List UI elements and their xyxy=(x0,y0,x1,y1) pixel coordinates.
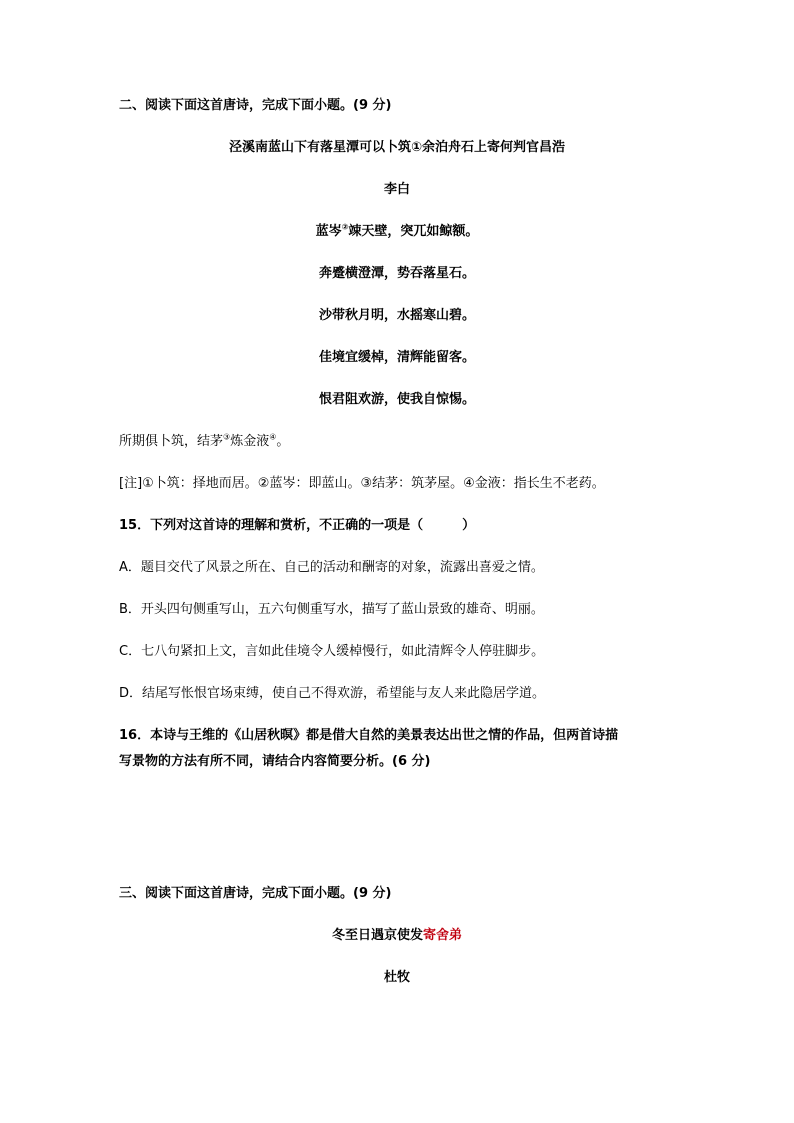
poem-2-title xyxy=(0,926,794,946)
poem-line-text: 。 xyxy=(276,434,290,449)
poem-line-5: 恨君阻欢游，使我自惊惕。 xyxy=(318,392,475,407)
poem-title: 泾溪南蓝山下有落星潭可以卜筑①余泊舟石上寄何判官昌浩 xyxy=(228,140,565,155)
question-16-line-2: 写景物的方法有所不同，请结合内容简要分析。(6 分) xyxy=(119,754,431,769)
poem-line-2: 奔蹙横澄潭，势吞落星石。 xyxy=(318,266,475,281)
poem-line-3: 沙带秋月明，水摇寒山碧。 xyxy=(318,308,475,323)
poem-2-title-main: 冬至日遇京使发 xyxy=(331,928,423,943)
poem-line-text: 竦天壁，突兀如鲸额。 xyxy=(348,224,479,239)
poem-author: 李白 xyxy=(383,182,410,197)
option-b: B．开头四句侧重写山，五六句侧重写水，描写了蓝山景致的雄奇、明丽。 xyxy=(119,602,544,617)
section-3-heading: 三、阅读下面这首唐诗，完成下面小题。(9 分) xyxy=(119,886,392,901)
poem-2-author: 杜牧 xyxy=(383,970,410,985)
poem-line-text: 蓝岑 xyxy=(315,224,342,239)
poem-line-1 xyxy=(0,222,794,242)
section-2-heading: 二、阅读下面这首唐诗，完成下面小题。(9 分) xyxy=(119,98,392,113)
poem-line-text: 所期俱卜筑，结茅 xyxy=(119,434,224,449)
question-16-line-1: 16．本诗与王维的《山居秋暝》都是借大自然的美景表达出世之情的作品，但两首诗描 xyxy=(119,728,619,743)
poem-last-line xyxy=(119,432,289,452)
footnote-marker: ③ xyxy=(223,432,231,442)
option-c: C．七八句紧扣上文，言如此佳境令人缓棹慢行，如此清辉令人停驻脚步。 xyxy=(119,644,545,659)
poem-line-text: 炼金液 xyxy=(230,434,270,449)
question-15-stem: 15．下列对这首诗的理解和赏析，不正确的一项是（ ） xyxy=(119,518,476,533)
footnote-marker: ④ xyxy=(269,432,277,442)
poem-notes: [注]①卜筑：择地而居。②蓝岑：即蓝山。③结茅：筑茅屋。④金液：指长生不老药。 xyxy=(119,476,605,491)
poem-2-title-highlight: 寄舍弟 xyxy=(423,928,463,943)
option-a: A．题目交代了风景之所在、自己的活动和酬寄的对象，流露出喜爱之情。 xyxy=(119,560,544,575)
poem-line-4: 佳境宜缓棹，清辉能留客。 xyxy=(318,350,475,365)
option-d: D．结尾写怅恨官场束缚，使自己不得欢游，希望能与友人来此隐居学道。 xyxy=(119,686,546,701)
footnote-marker: ② xyxy=(341,222,349,232)
